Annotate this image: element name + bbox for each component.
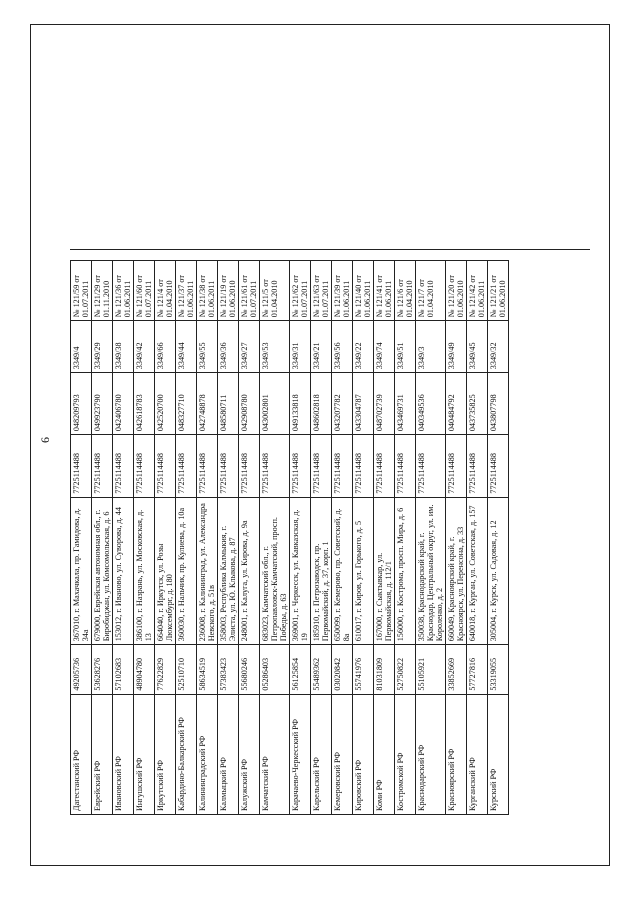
- okpo-code-cell: 33852669: [446, 645, 467, 694]
- region-name-cell: Карельский РФ: [311, 694, 332, 814]
- table-row: [260, 261, 290, 815]
- bik-cell: 043807798: [488, 373, 509, 435]
- reg-number-cell: 3349/36: [218, 321, 239, 373]
- bik-cell: 048580711: [218, 373, 239, 435]
- region-name-cell: Калининградский РФ: [197, 694, 218, 814]
- okpo-code-cell: 49205736: [71, 645, 92, 694]
- reg-number-cell: 3349/44: [176, 321, 197, 373]
- inn-cell: 7725114488: [239, 435, 260, 497]
- okpo-code-cell: 05286403: [260, 645, 290, 694]
- address-cell: 156000, г. Кострома, просп. Мира, д. 6: [395, 497, 416, 645]
- table-row: [395, 261, 416, 815]
- okpo-code-cell: 58634519: [197, 645, 218, 694]
- bik-cell: 048702739: [374, 373, 395, 435]
- reg-number-cell: 3349/49: [446, 321, 467, 373]
- region-name-cell: Костромской РФ: [395, 694, 416, 814]
- bik-cell: 040484792: [446, 373, 467, 435]
- okpo-code-cell: 57102683: [113, 645, 134, 694]
- table-row: [218, 261, 239, 815]
- address-cell: 236008, г. Калининград, ул. Александра Невского, д. 51в: [197, 497, 218, 645]
- reg-number-cell: 3349/51: [395, 321, 416, 373]
- table-row: [374, 261, 395, 815]
- okpo-code-cell: 81031809: [374, 645, 395, 694]
- reg-number-cell: 3349/29: [92, 321, 113, 373]
- region-name-cell: Кемеровский РФ: [332, 694, 353, 814]
- bik-cell: 048327710: [176, 373, 197, 435]
- bik-cell: 049133818: [290, 373, 311, 435]
- table-row: [488, 261, 509, 815]
- inn-cell: 7725114488: [467, 435, 488, 497]
- table-row: [416, 261, 446, 815]
- address-cell: 660049, Красноярский край, г. Красноярск, ул. Перенсона, д. 33: [446, 497, 467, 645]
- order-number-cell: № 121/20 от 01.06.2010: [446, 261, 467, 321]
- table-row: [176, 261, 197, 815]
- region-name-cell: Краснодарский РФ: [416, 694, 446, 814]
- reg-number-cell: 3349/56: [332, 321, 353, 373]
- reg-number-cell: 3349/4: [71, 321, 92, 373]
- reg-number-cell: 3349/22: [353, 321, 374, 373]
- table-row: [92, 261, 113, 815]
- order-number-cell: № 121/38 от 01.06.2011: [197, 261, 218, 321]
- address-cell: 679000, Еврейская автономная обл., г. Биробиджан, ул. Комсомольская, д. 6: [92, 497, 113, 645]
- table-row: [290, 261, 311, 815]
- address-cell: 167000, г. Сыктывкар, ул. Первомайская, д. 112/1: [374, 497, 395, 645]
- inn-cell: 7725114488: [353, 435, 374, 497]
- rotated-document-page: [30, 40, 610, 840]
- address-cell: 248001, г. Калуга, ул. Кирова, д. 9а: [239, 497, 260, 645]
- bik-cell: 042406780: [113, 373, 134, 435]
- order-number-cell: № 121/6 от 01.04.2010: [395, 261, 416, 321]
- bik-cell: 042908780: [239, 373, 260, 435]
- inn-cell: 7725114488: [155, 435, 176, 497]
- address-cell: 350038, Краснодарский край, г. Краснодар, Центральный округ, ул. им. Короленко, д. 2: [416, 497, 446, 645]
- okpo-code-cell: 56125854: [290, 645, 311, 694]
- region-name-cell: Красноярский РФ: [446, 694, 467, 814]
- okpo-code-cell: 53319055: [488, 645, 509, 694]
- region-name-cell: Иркутский РФ: [155, 694, 176, 814]
- region-name-cell: Ингушский РФ: [134, 694, 155, 814]
- table-row: [239, 261, 260, 815]
- okpo-code-cell: 52510710: [176, 645, 197, 694]
- okpo-code-cell: 55680246: [239, 645, 260, 694]
- region-name-cell: Коми РФ: [374, 694, 395, 814]
- side-divider-line: [70, 249, 590, 250]
- bik-cell: 048209793: [71, 373, 92, 435]
- address-cell: 610017, г. Киров, ул. Горького, д. 5: [353, 497, 374, 645]
- table-row: [71, 261, 92, 815]
- bik-cell: 040349536: [416, 373, 446, 435]
- inn-cell: 7725114488: [290, 435, 311, 497]
- address-cell: 358003, Республика Калмыкия, г. Элиста, ул. Ю. Клыкова, д. 87: [218, 497, 239, 645]
- inn-cell: 7725114488: [260, 435, 290, 497]
- reg-number-cell: 3349/27: [239, 321, 260, 373]
- inn-cell: 7725114488: [134, 435, 155, 497]
- order-number-cell: № 121/60 от 01.07.2011: [134, 261, 155, 321]
- bik-cell: 049923790: [92, 373, 113, 435]
- page-number: 6: [38, 437, 52, 443]
- region-name-cell: Кировский РФ: [353, 694, 374, 814]
- okpo-code-cell: 77622829: [155, 645, 176, 694]
- bik-cell: 042618783: [134, 373, 155, 435]
- reg-number-cell: 3349/42: [134, 321, 155, 373]
- order-number-cell: № 121/40 от 01.06.2011: [353, 261, 374, 321]
- address-cell: 664040, г. Иркутск, ул. Розы Люксембург, д. 180: [155, 497, 176, 645]
- order-number-cell: № 121/29 от 01.11.2010: [92, 261, 113, 321]
- inn-cell: 7725114488: [374, 435, 395, 497]
- bik-cell: 042748878: [197, 373, 218, 435]
- region-name-cell: Калмыцкий РФ: [218, 694, 239, 814]
- okpo-code-cell: 52750822: [395, 645, 416, 694]
- region-name-cell: Дагестанский РФ: [71, 694, 92, 814]
- address-cell: 185910, г. Петрозаводск, пр. Первомайский, д. 37, корп. 1: [311, 497, 332, 645]
- okpo-code-cell: 53628276: [92, 645, 113, 694]
- bik-cell: 043002801: [260, 373, 290, 435]
- reg-number-cell: 3349/74: [374, 321, 395, 373]
- address-cell: 386100, г. Назрань, ул. Московская, д. 13: [134, 497, 155, 645]
- reg-number-cell: 3349/66: [155, 321, 176, 373]
- reg-number-cell: 3349/3: [416, 321, 446, 373]
- reg-number-cell: 3349/31: [290, 321, 311, 373]
- address-cell: 305004, г. Курск, ул. Садовая, д. 12: [488, 497, 509, 645]
- region-name-cell: Курский РФ: [488, 694, 509, 814]
- okpo-code-cell: 57727816: [467, 645, 488, 694]
- inn-cell: 7725114488: [416, 435, 446, 497]
- order-number-cell: № 121/7 от 01.04.2010: [416, 261, 446, 321]
- inn-cell: 7725114488: [332, 435, 353, 497]
- reg-number-cell: 3349/55: [197, 321, 218, 373]
- order-number-cell: № 121/63 от 01.07.2011: [311, 261, 332, 321]
- address-cell: 360030, г. Нальчик, пр. Кулиева, д. 10а: [176, 497, 197, 645]
- table-row: [311, 261, 332, 815]
- bik-cell: 043735825: [467, 373, 488, 435]
- bik-cell: 042520700: [155, 373, 176, 435]
- order-number-cell: № 121/59 от 01.07.2011: [71, 261, 92, 321]
- table-row: [197, 261, 218, 815]
- inn-cell: 7725114488: [218, 435, 239, 497]
- table-row: [467, 261, 488, 815]
- address-cell: 650099, г. Кемерово, пр. Советский, д. 8а: [332, 497, 353, 645]
- address-cell: 683023, Камчатский обл., г. Петропавловск-Камчатский, просп. Победы, д. 63: [260, 497, 290, 645]
- inn-cell: 7725114488: [395, 435, 416, 497]
- table-row: [446, 261, 467, 815]
- inn-cell: 7725114488: [311, 435, 332, 497]
- order-number-cell: № 121/61 от 01.07.2011: [239, 261, 260, 321]
- address-cell: 153012, г. Иваново, ул. Суворова, д. 44: [113, 497, 134, 645]
- inn-cell: 7725114488: [446, 435, 467, 497]
- inn-cell: 7725114488: [113, 435, 134, 497]
- reg-number-cell: 3349/45: [467, 321, 488, 373]
- okpo-code-cell: 57383423: [218, 645, 239, 694]
- address-cell: 640018, г. Курган, ул. Советская, д. 157: [467, 497, 488, 645]
- okpo-code-cell: 55741976: [353, 645, 374, 694]
- address-cell: 369001, г. Черкесск, ул. Кавказская, д. 19: [290, 497, 311, 645]
- reg-number-cell: 3349/38: [113, 321, 134, 373]
- table-row: [332, 261, 353, 815]
- reg-number-cell: 3349/21: [311, 321, 332, 373]
- bik-cell: 043207782: [332, 373, 353, 435]
- region-name-cell: Карачаево-Черкесский РФ: [290, 694, 311, 814]
- reg-number-cell: 3349/53: [260, 321, 290, 373]
- inn-cell: 7725114488: [488, 435, 509, 497]
- order-number-cell: № 121/41 от 01.06.2011: [374, 261, 395, 321]
- bik-cell: 048602818: [311, 373, 332, 435]
- order-number-cell: № 121/37 от 01.06.2011: [176, 261, 197, 321]
- frame-bottom-line: [30, 865, 610, 866]
- order-number-cell: № 121/62 от 01.07.2011: [290, 261, 311, 321]
- region-name-cell: Еврейский РФ: [92, 694, 113, 814]
- table-row: [353, 261, 374, 815]
- bik-cell: 043304787: [353, 373, 374, 435]
- region-name-cell: Ивановский РФ: [113, 694, 134, 814]
- okpo-code-cell: 48904780: [134, 645, 155, 694]
- order-number-cell: № 121/4 от 01.04.2010: [155, 261, 176, 321]
- inn-cell: 7725114488: [176, 435, 197, 497]
- frame-top-line: [30, 24, 610, 25]
- okpo-code-cell: 55105921: [416, 645, 446, 694]
- table-row: [113, 261, 134, 815]
- table-row: [134, 261, 155, 815]
- order-number-cell: № 121/42 от 01.06.2011: [467, 261, 488, 321]
- order-number-cell: № 121/19 от 01.06.2010: [218, 261, 239, 321]
- order-number-cell: № 121/21 от 01.06.2010: [488, 261, 509, 321]
- okpo-code-cell: 03020842: [332, 645, 353, 694]
- reg-number-cell: 3349/32: [488, 321, 509, 373]
- region-name-cell: Курганский РФ: [467, 694, 488, 814]
- branch-registry-table: [70, 260, 509, 815]
- region-name-cell: Кабардино-Балкарский РФ: [176, 694, 197, 814]
- region-name-cell: Камчатский РФ: [260, 694, 290, 814]
- address-cell: 367010, г. Махачкала, пр. Гамидова, д. 34а: [71, 497, 92, 645]
- bik-cell: 043469731: [395, 373, 416, 435]
- table-row: [155, 261, 176, 815]
- order-number-cell: № 121/39 от 01.06.2011: [332, 261, 353, 321]
- inn-cell: 7725114488: [197, 435, 218, 497]
- inn-cell: 7725114488: [71, 435, 92, 497]
- order-number-cell: № 121/5 от 01.04.2010: [260, 261, 290, 321]
- inn-cell: 7725114488: [92, 435, 113, 497]
- okpo-code-cell: 55489362: [311, 645, 332, 694]
- region-name-cell: Калужский РФ: [239, 694, 260, 814]
- order-number-cell: № 121/36 от 01.06.2011: [113, 261, 134, 321]
